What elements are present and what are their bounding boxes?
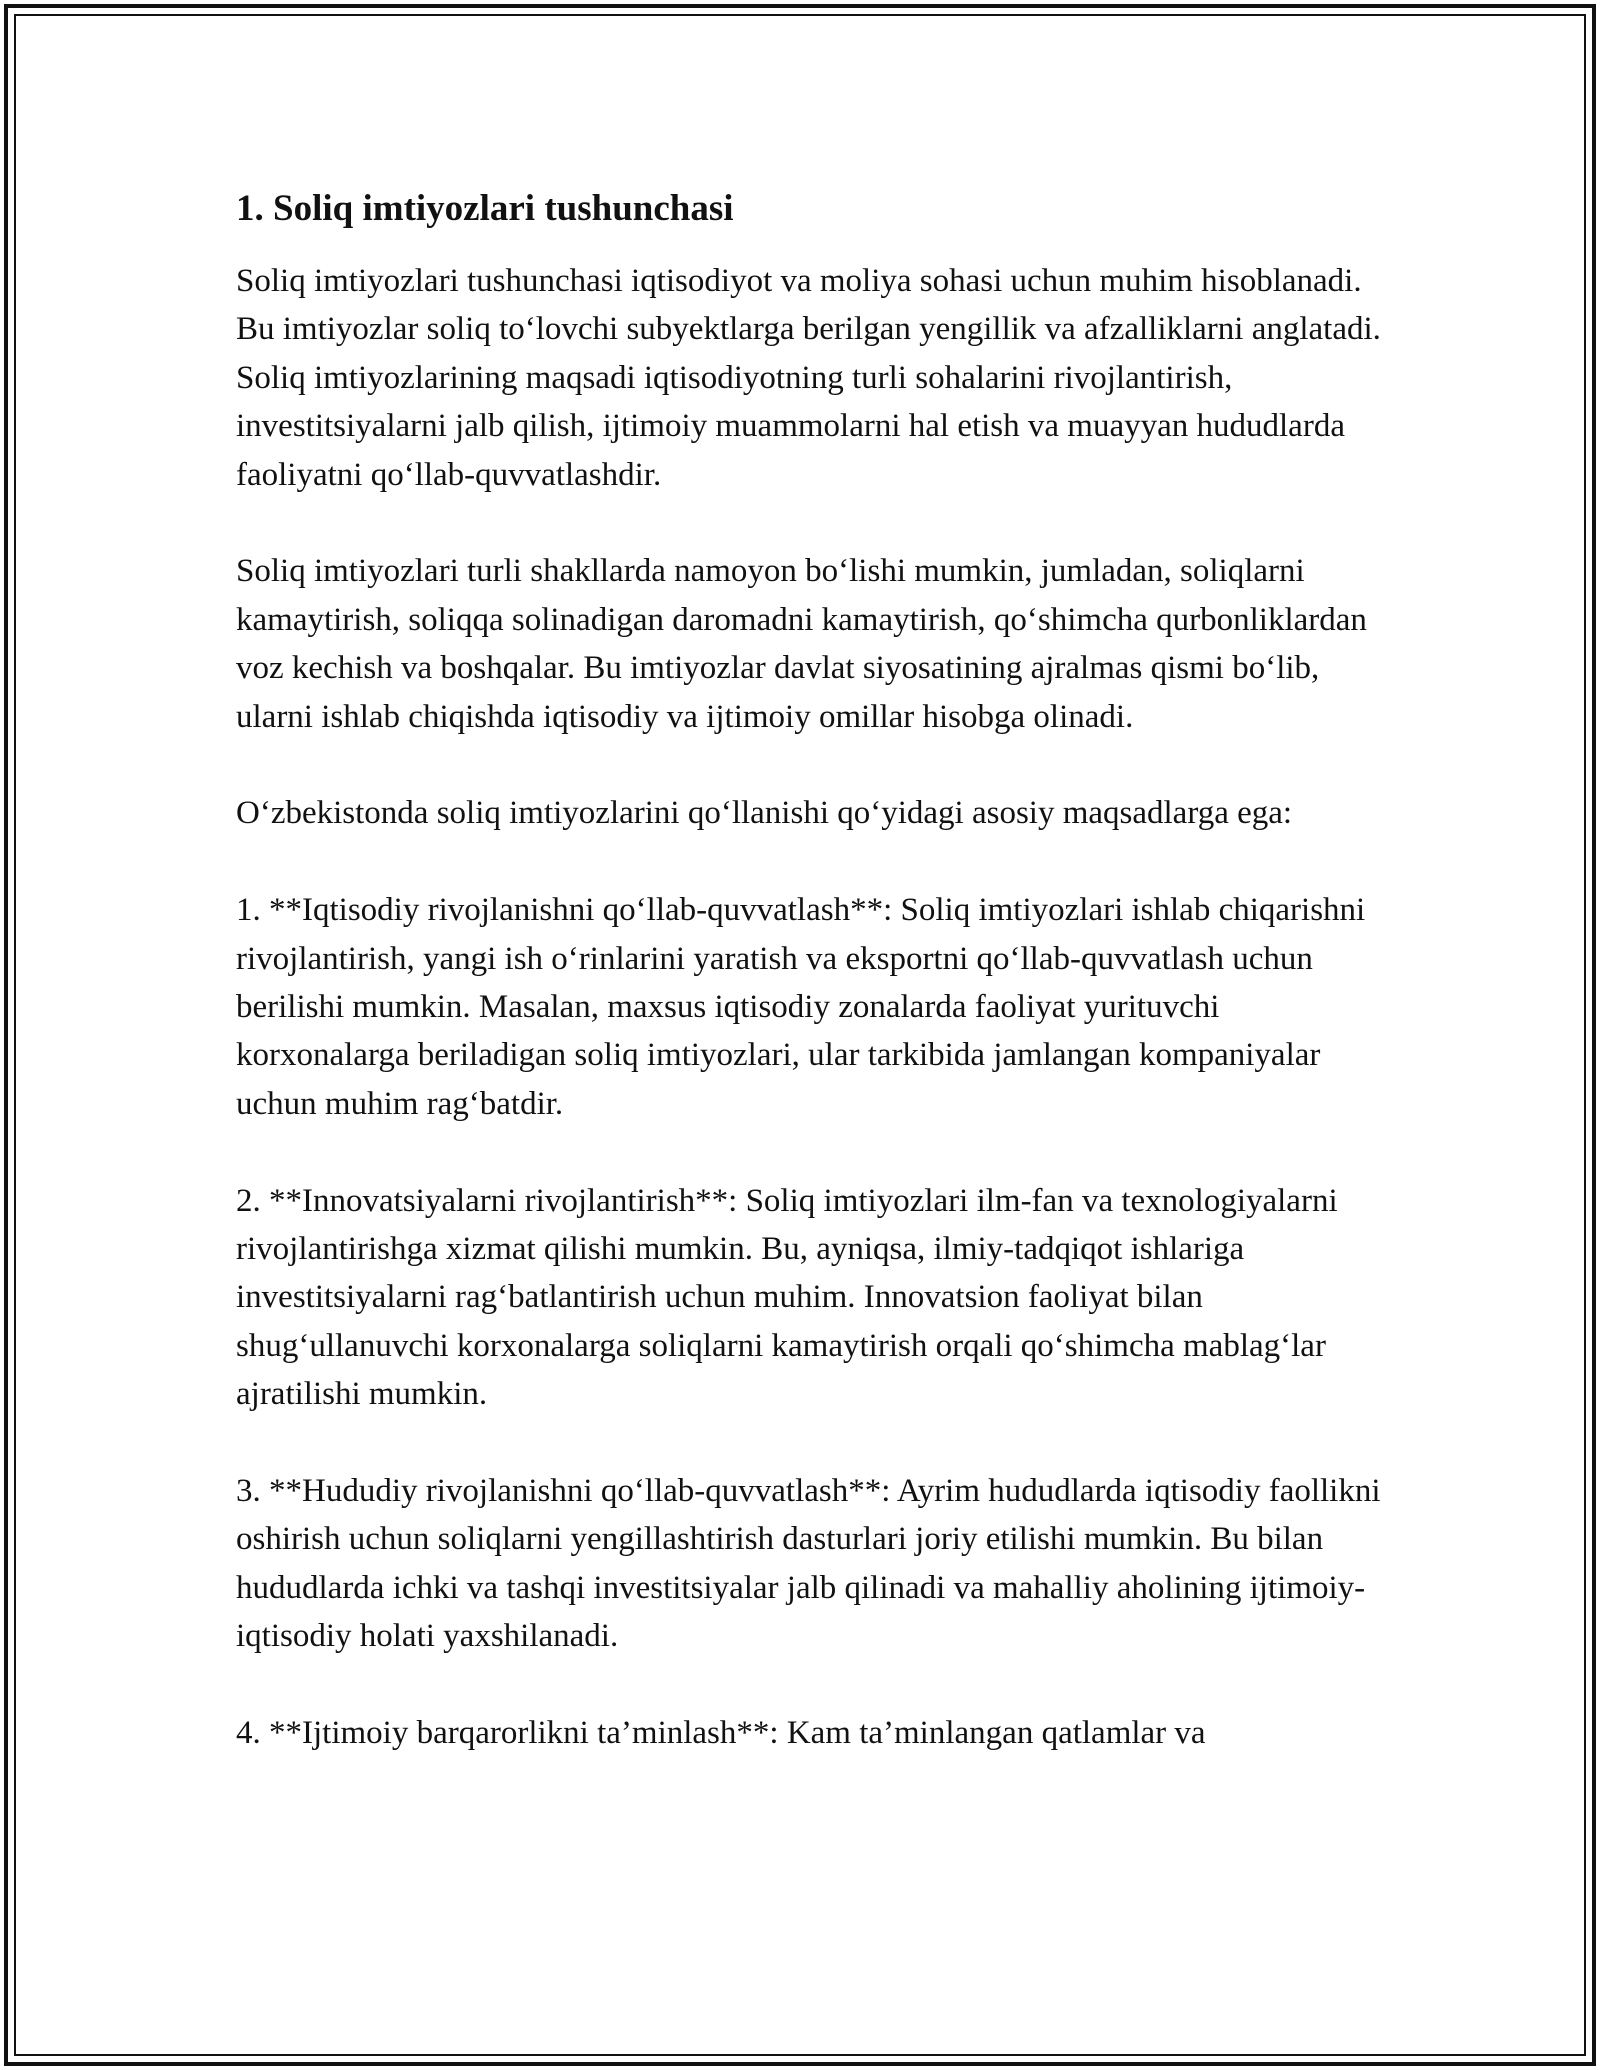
paragraph-goals-intro: O‘zbekistonda soliq imtiyozlarini qo‘llanishi qo‘yidagi asosiy maqsadlarga ega: [236,795,1293,832]
list-item-economic-development: 1. **Iqtisodiy rivojlanishni qo‘llab-quvvatlash**: Soliq imtiyozlari ishlab chiqarishni rivojlantirish, yangi ish o‘rinlarini yaratish va eksportni qo‘llab-quvvatlash uchun berilishi mumkin. Masalan, maxsus iqtisodiy zonalarda faoliyat yurituvchi korxonalarga beriladigan soliq imtiyozlari, ular tarkibida jamlangan kompaniyalar uchun muhim rag‘batdir. [236,892,1366,1122]
list-item-regional-development: 3. **Hududiy rivojlanishni qo‘llab-quvvatlash**: Ayrim hududlarda iqtisodiy faollikni oshirish uchun soliqlarni yengillashtirish dasturlari joriy etilishi mumkin. Bu bilan hududlarda ichki va tashqi investitsiyalar jalb qilinadi va mahalliy aholining ijtimoiy-iqtisodiy holati yaxshilanadi. [236,1473,1381,1655]
list-item-social-stability: 4. **Ijtimoiy barqarorlikni ta’minlash**: Kam ta’minlangan qatlamlar va [236,1715,1206,1752]
section-heading: 1. Soliq imtiyozlari tushunchasi [236,188,734,229]
paragraph-forms: Soliq imtiyozlari turli shakllarda namoyon bo‘lishi mumkin, jumladan, soliqlarni kamaytirish, soliqqa solinadigan daromadni kamaytirish, qo‘shimcha qurbonliklardan voz kechish va boshqalar. Bu imtiyozlar davlat siyosatining ajralmas qismi bo‘lib, ularni ishlab chiqishda iqtisodiy va ijtimoiy omillar hisobga olinadi. [236,553,1367,735]
list-item-innovation: 2. **Innovatsiyalarni rivojlantirish**: Soliq imtiyozlari ilm-fan va texnologiyalarni rivojlantirishga xizmat qilishi mumkin. Bu, ayniqsa, ilmiy-tadqiqot ishlariga investitsiyalarni rag‘batlantirish uchun muhim. Innovatsion faoliyat bilan shug‘ullanuvchi korxonalarga soliqlarni kamaytirish orqali qo‘shimcha mablag‘lar ajratilishi mumkin. [236,1182,1338,1413]
document-body [236,185,1386,1806]
paragraph-definition: Soliq imtiyozlari tushunchasi iqtisodiyot va moliya sohasi uchun muhim hisoblanadi. Bu imtiyozlar soliq to‘lovchi subyektlarga berilgan yengillik va afzalliklarni anglatadi. Soliq imtiyozlarining maqsadi iqtisodiyotning turli sohalarini rivojlantirish, investitsiyalarni jalb qilish, ijtimoiy muammolarni hal etish va muayyan hududlarda faoliyatni qo‘llab-quvvatlashdir. [236,263,1381,493]
